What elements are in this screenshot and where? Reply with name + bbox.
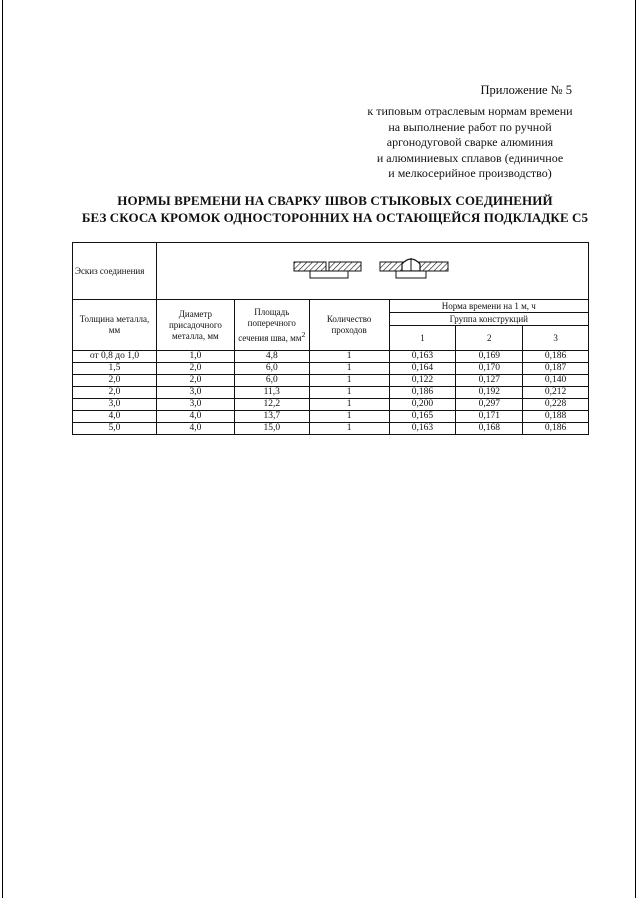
header-group-3: 3: [523, 326, 589, 351]
cell: 12,2: [234, 399, 309, 411]
cell: 0,192: [456, 387, 523, 399]
cell: 1: [309, 387, 389, 399]
cell: 3,0: [156, 387, 234, 399]
cell: 0,228: [523, 399, 589, 411]
cell: 0,122: [389, 375, 456, 387]
time-norms-table: [72, 242, 589, 435]
cell: 0,297: [456, 399, 523, 411]
cell: 2,0: [156, 375, 234, 387]
cell: 3,0: [73, 399, 157, 411]
annex-subtitle: [340, 104, 600, 182]
header-area-sup: 2: [301, 329, 306, 339]
title-line: БЕЗ СКОСА КРОМОК ОДНОСТОРОННИХ НА ОСТАЮЩЕЙСЯ ПОДКЛАДКЕ С5: [81, 210, 589, 225]
cell: 0,170: [456, 363, 523, 375]
cell: 0,200: [389, 399, 456, 411]
cell: 0,168: [456, 423, 523, 435]
cell: 4,0: [73, 411, 157, 423]
cell: 0,171: [456, 411, 523, 423]
cell: 0,212: [523, 387, 589, 399]
table-row: [73, 351, 589, 363]
subtitle-line: аргонодуговой сварке алюминия: [386, 135, 554, 149]
header-group: Группа конструкций: [389, 313, 588, 326]
table-row: [73, 399, 589, 411]
cell: 2,0: [156, 363, 234, 375]
cell: 1: [309, 411, 389, 423]
cell: 4,0: [156, 411, 234, 423]
cell: 1: [309, 423, 389, 435]
cell: 0,164: [389, 363, 456, 375]
cell: 2,0: [73, 375, 157, 387]
scan-border-left: [2, 0, 3, 898]
scan-border-right: [635, 0, 636, 898]
joint-sketch-icon: [292, 254, 452, 288]
cell: 4,0: [156, 423, 234, 435]
cell: 15,0: [234, 423, 309, 435]
cell: 0,169: [456, 351, 523, 363]
annex-number: Приложение № 5: [480, 83, 572, 97]
header-area: [234, 300, 309, 351]
header-passes: Количество проходов: [309, 300, 389, 351]
cell: 0,163: [389, 423, 456, 435]
cell: 1: [309, 375, 389, 387]
cell: 0,127: [456, 375, 523, 387]
cell: 6,0: [234, 375, 309, 387]
cell: 13,7: [234, 411, 309, 423]
cell: 3,0: [156, 399, 234, 411]
header-group-2: 2: [456, 326, 523, 351]
cell: 0,163: [389, 351, 456, 363]
table-row: [73, 375, 589, 387]
table-row: [73, 411, 589, 423]
cell: от 0,8 до 1,0: [73, 351, 157, 363]
cell: 0,186: [523, 423, 589, 435]
cell: 1,0: [156, 351, 234, 363]
header-thickness: Толщина металла, мм: [73, 300, 157, 351]
title-line: НОРМЫ ВРЕМЕНИ НА СВАРКУ ШВОВ СТЫКОВЫХ СОЕДИНЕНИЙ: [117, 193, 553, 208]
cell: 11,3: [234, 387, 309, 399]
cell: 0,188: [523, 411, 589, 423]
table-row: [73, 387, 589, 399]
table-row: [73, 363, 589, 375]
cell: 1: [309, 363, 389, 375]
cell: 1: [309, 399, 389, 411]
sketch-label: Эскиз соединения: [73, 243, 157, 300]
cell: 0,165: [389, 411, 456, 423]
subtitle-line: и алюминиевых сплавов (единичное: [376, 150, 564, 165]
document-title: [70, 192, 600, 226]
cell: 2,0: [73, 387, 157, 399]
header-norm: Норма времени на 1 м, ч: [389, 300, 588, 313]
cell: 1: [309, 351, 389, 363]
table-row: [73, 423, 589, 435]
cell: 0,187: [523, 363, 589, 375]
subtitle-line: на выполнение работ по ручной: [388, 119, 552, 134]
subtitle-line: и мелкосерийное производство): [388, 166, 552, 180]
cell: 6,0: [234, 363, 309, 375]
sketch-cell: [156, 243, 588, 300]
cell: 0,186: [389, 387, 456, 399]
cell: 4,8: [234, 351, 309, 363]
subtitle-line: к типовым отраслевым нормам времени: [367, 104, 573, 118]
cell: 0,140: [523, 375, 589, 387]
cell: 0,186: [523, 351, 589, 363]
cell: 5,0: [73, 423, 157, 435]
cell: 1,5: [73, 363, 157, 375]
header-diameter: Диаметр присадочного металла, мм: [156, 300, 234, 351]
header-area-text: Площадь поперечного сечения шва, мм: [238, 306, 302, 343]
header-group-1: 1: [389, 326, 456, 351]
